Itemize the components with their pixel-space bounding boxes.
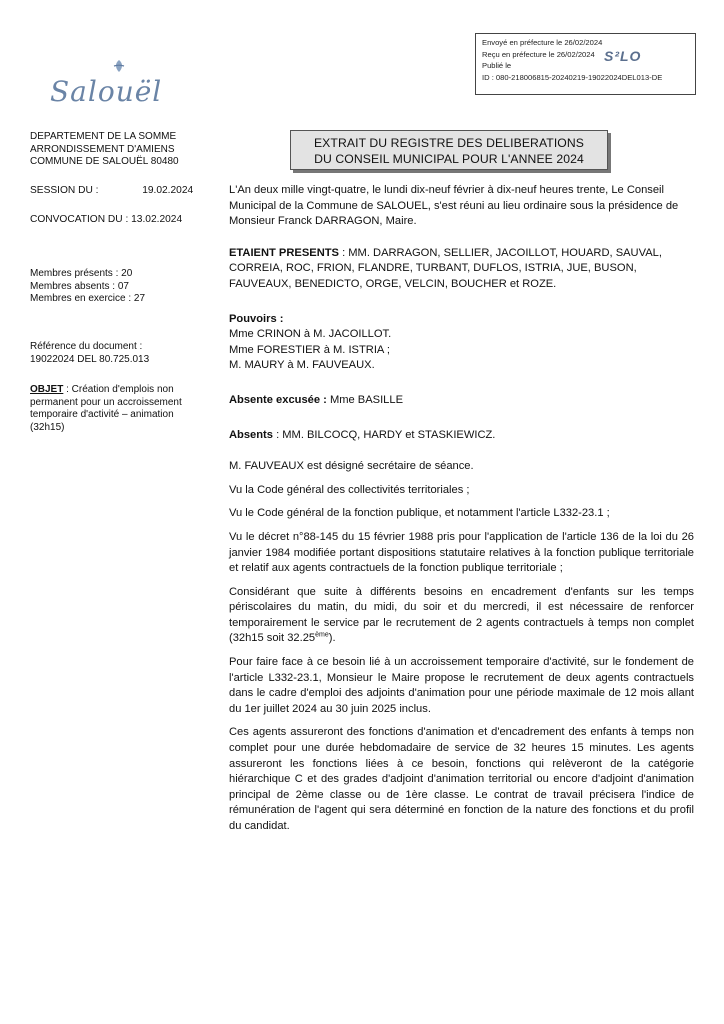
vu-cgct: Vu la Code général des collectivités territoriales ; bbox=[229, 483, 470, 496]
members-block bbox=[30, 268, 145, 306]
session-value: 19.02.2024 bbox=[142, 185, 194, 196]
dept-line-2: ARRONDISSEMENT D'AMIENS bbox=[30, 143, 175, 155]
objet-block bbox=[30, 384, 200, 434]
deliberation-body bbox=[229, 183, 694, 835]
absents-list: : MM. BILCOCQ, HARDY et STASKIEWICZ. bbox=[272, 428, 496, 441]
stamp-received-date: Reçu en préfecture le 26/02/2024 bbox=[482, 49, 595, 59]
prefecture-stamp bbox=[475, 33, 696, 95]
intro-paragraph: L'An deux mille vingt-quatre, le lundi dix-neuf février à dix-neuf heures trente, Le Conseil Municipal de la Commune de SALOUEL, s'est réuni au lieu ordinaire sous la présidence de Monsieur Franck DARRAGON, Maire. bbox=[229, 184, 679, 228]
stamp-signature: S²LO bbox=[604, 48, 642, 64]
logo-wordmark: Salouël bbox=[50, 75, 163, 108]
title-line-1: EXTRAIT DU REGISTRE DES DELIBERATIONS bbox=[313, 136, 585, 150]
considerant-paragraph: Considérant que suite à différents besoins en encadrement d'enfants sur les temps périscolaires du matin, du midi, du soir et du mercredi, il est nécessaire de renforcer temporairement le service par le recrutement de 2 agents contractuels à temps non complet (32h15 soit 32.25ème). bbox=[229, 585, 694, 645]
pouvoir-2: Mme FORESTIER à M. ISTRIA ; bbox=[229, 343, 390, 356]
commune-logo bbox=[38, 55, 168, 115]
secretaire-paragraph: M. FAUVEAUX est désigné secrétaire de séance. bbox=[229, 460, 474, 473]
dept-line-1: DEPARTEMENT DE LA SOMME bbox=[30, 131, 177, 142]
reference-value: 19022024 DEL 80.725.013 bbox=[30, 353, 150, 365]
department-block bbox=[30, 131, 179, 169]
pouvoirs-label: Pouvoirs : bbox=[229, 312, 284, 325]
excusee-paragraph bbox=[229, 393, 694, 409]
vu-cgfp: Vu le Code général de la fonction publique, et notamment l'article L332-23.1 ; bbox=[229, 507, 610, 520]
members-present: Membres présents : 20 bbox=[30, 268, 133, 279]
title-line-2: DU CONSEIL MUNICIPAL POUR L'ANNEE 2024 bbox=[314, 152, 584, 166]
pouvoir-3: M. MAURY à M. FAUVEAUX. bbox=[229, 359, 375, 372]
excusee-name: Mme BASILLE bbox=[326, 393, 404, 406]
logo-leaf-icon bbox=[112, 59, 126, 73]
register-title bbox=[290, 130, 608, 170]
pouvoir-1: Mme CRINON à M. JACOILLOT. bbox=[229, 328, 392, 341]
absents-label: Absents bbox=[229, 428, 273, 441]
considerant-superscript: ème bbox=[315, 631, 329, 639]
members-absent: Membres absents : 07 bbox=[30, 280, 129, 292]
convocation-value: 13.02.2024 bbox=[131, 214, 183, 225]
convocation-date bbox=[30, 214, 182, 227]
presents-list: : MM. DARRAGON, SELLIER, JACOILLOT, HOUARD, SAUVAL, CORREIA, ROC, FRION, FLANDRE, TURBANT, DUFLOS, ISTRIA, JUE, BUSON, FAUVEAUX, BENEDICTO, ORGE, VELCIN, BOUCHER et ROZE. bbox=[229, 246, 662, 290]
convocation-label: CONVOCATION DU : bbox=[30, 214, 129, 225]
dept-line-3: COMMUNE DE SALOUËL 80480 bbox=[30, 156, 179, 167]
agents-paragraph: Ces agents assureront des fonctions d'animation et d'encadrement des enfants à temps non complet pour une durée hebdomadaire de service de 32 heures 15 minutes. Les agents assureront les fonctions liées à ce besoin, fonctions qui relèveront de la catégorie hiérarchique C et des grades d'adjoint d'animation territorial ou encore d'adjoint d'animation principal de 2ème classe ou de 1ère classe. Le contrat de travail précisera l'indice de rémunération de l'agent qui sera déterminé en fonction de la nature des fonctions et du profil du candidat. bbox=[229, 726, 694, 832]
stamp-published: Publié le bbox=[482, 61, 512, 70]
vu-decret: Vu le décret n°88-145 du 15 février 1988 pris pour l'application de l'article 136 de la loi du 26 janvier 1984 modifiée portant dispositions statutaire relatives à la fonction publique territoriale et relatif aux agents contractuels de la fonction publique territoriale ; bbox=[229, 530, 694, 575]
reference-label: Référence du document : bbox=[30, 341, 143, 352]
document-reference bbox=[30, 341, 149, 366]
presents-label: ETAIENT PRESENTS bbox=[229, 246, 339, 259]
session-date bbox=[30, 185, 193, 198]
stamp-sent-date: Envoyé en préfecture le 26/02/2024 bbox=[482, 38, 603, 47]
members-exercice: Membres en exercice : 27 bbox=[30, 293, 146, 304]
excusee-label: Absente excusée : bbox=[229, 393, 327, 406]
stamp-id: ID : 080-218006815-20240219-19022024DEL013-DE bbox=[482, 72, 663, 82]
presents-paragraph bbox=[229, 246, 694, 293]
session-label: SESSION DU : bbox=[30, 185, 99, 196]
objet-label: OBJET bbox=[30, 384, 64, 395]
objet-text: : Création d'emplois non permanent pour un accroissement temporaire d'activité – animation (32h15) bbox=[30, 384, 182, 433]
besoin-paragraph: Pour faire face à ce besoin lié à un accroissement temporaire d'activité, sur le fondement de l'article L332-23.1, Monsieur le Maire propose le recrutement de deux agents contractuels dans le cadre d'emploi des adjoints d'animation pour une période maximale de 12 mois allant du 1er juillet 2024 au 30 juin 2025 inclus. bbox=[229, 656, 694, 715]
absents-paragraph bbox=[229, 428, 694, 444]
